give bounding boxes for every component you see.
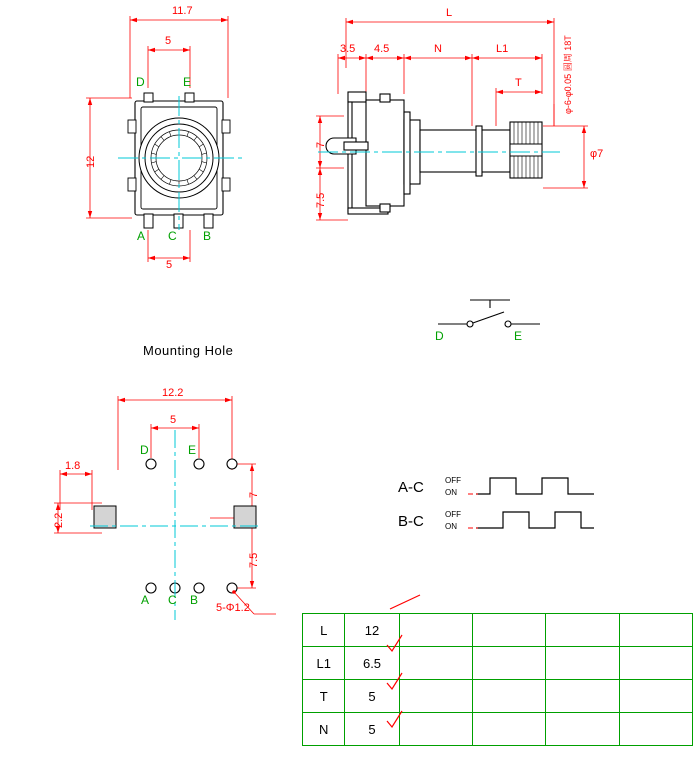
spec-table xyxy=(302,613,693,746)
front-view xyxy=(40,5,280,288)
spec-empty-cell xyxy=(399,614,472,647)
spec-empty-cell xyxy=(546,614,619,647)
spec-value-cell: 5 xyxy=(345,713,399,746)
side-dim-n: N xyxy=(434,43,442,55)
side-view xyxy=(288,8,688,258)
front-width-dim: 11.7 xyxy=(172,5,193,17)
side-dim-3p5: 3.5 xyxy=(340,43,356,55)
side-dim-l1: L1 xyxy=(496,43,509,55)
switch-pin-d: D xyxy=(435,329,444,343)
side-total-length-dim: L xyxy=(446,7,453,19)
switch-pin-e: E xyxy=(514,329,523,343)
spec-table-element xyxy=(302,613,693,746)
table-row xyxy=(303,713,693,746)
mount-pad-height-dim: 2.2 xyxy=(53,512,65,528)
table-row xyxy=(303,680,693,713)
spec-param-cell: L1 xyxy=(303,647,345,680)
mount-pin-a: A xyxy=(141,593,150,607)
spec-value-cell: 6.5 xyxy=(345,647,399,680)
mount-hole-spec: 5-Φ1.2 xyxy=(216,602,250,614)
spec-empty-cell xyxy=(472,614,545,647)
front-height-dim: 12 xyxy=(85,155,97,168)
front-bottom-dim: 5 xyxy=(166,259,173,271)
mounting-hole-view xyxy=(40,370,310,660)
spec-empty-cell xyxy=(619,713,692,746)
front-view-graphics xyxy=(40,5,280,288)
waveform-state-bc-off: OFF xyxy=(445,510,461,519)
waveform-state-ac-on: ON xyxy=(445,488,457,497)
table-row xyxy=(303,614,693,647)
side-terminal-height-dim: 7 xyxy=(315,141,327,148)
front-pin-b: B xyxy=(203,229,212,243)
front-pin-a: A xyxy=(137,229,146,243)
spec-empty-cell xyxy=(546,713,619,746)
waveform-state-bc-on: ON xyxy=(445,522,457,531)
mount-lower-height-dim: 7.5 xyxy=(248,552,260,568)
front-pin-d: D xyxy=(136,75,145,89)
spec-empty-cell xyxy=(546,680,619,713)
front-pin-e: E xyxy=(183,75,192,89)
waveform-label-ac: A-C xyxy=(398,479,424,496)
side-dim-4p5: 4.5 xyxy=(374,43,390,55)
side-dim-t: T xyxy=(515,77,522,89)
spec-table-body xyxy=(303,614,693,746)
mount-inner-dim: 5 xyxy=(170,414,177,426)
spec-empty-cell xyxy=(546,647,619,680)
front-pin-c: C xyxy=(168,229,177,243)
mount-pin-d: D xyxy=(140,443,149,457)
waveform-graphics xyxy=(468,470,618,560)
mount-pin-b: B xyxy=(190,593,199,607)
spec-empty-cell xyxy=(619,680,692,713)
spec-value-cell: 12 xyxy=(345,614,399,647)
spec-empty-cell xyxy=(619,614,692,647)
mounting-hole-title: Mounting Hole xyxy=(143,343,234,358)
spec-empty-cell xyxy=(399,680,472,713)
switch-schematic-graphics xyxy=(410,288,570,358)
waveform-state-ac-off: OFF xyxy=(445,476,461,485)
side-shaft-dia-dim: φ7 xyxy=(590,148,604,160)
spec-empty-cell xyxy=(472,680,545,713)
spec-empty-cell xyxy=(472,647,545,680)
switch-schematic xyxy=(410,288,570,358)
mount-pin-e: E xyxy=(188,443,197,457)
front-inner-dim: 5 xyxy=(165,35,172,47)
mount-pad-offset-dim: 1.8 xyxy=(65,460,81,472)
mount-width-dim: 12.2 xyxy=(162,387,184,399)
table-row xyxy=(303,647,693,680)
side-terminal-height2-dim: 7.5 xyxy=(315,192,327,208)
spec-empty-cell xyxy=(619,647,692,680)
spec-empty-cell xyxy=(472,713,545,746)
spec-param-cell: N xyxy=(303,713,345,746)
mount-upper-height-dim: 7 xyxy=(248,491,260,498)
spec-empty-cell xyxy=(399,647,472,680)
spec-value-cell: 5 xyxy=(345,680,399,713)
spec-empty-cell xyxy=(399,713,472,746)
waveform-label-bc: B-C xyxy=(398,513,424,530)
waveform-diagram xyxy=(390,470,620,560)
mount-pin-c: C xyxy=(168,593,177,607)
spec-param-cell: L xyxy=(303,614,345,647)
spec-param-cell: T xyxy=(303,680,345,713)
side-spline-spec: φ‐6-φ0.05 圆周 18T xyxy=(563,35,573,114)
